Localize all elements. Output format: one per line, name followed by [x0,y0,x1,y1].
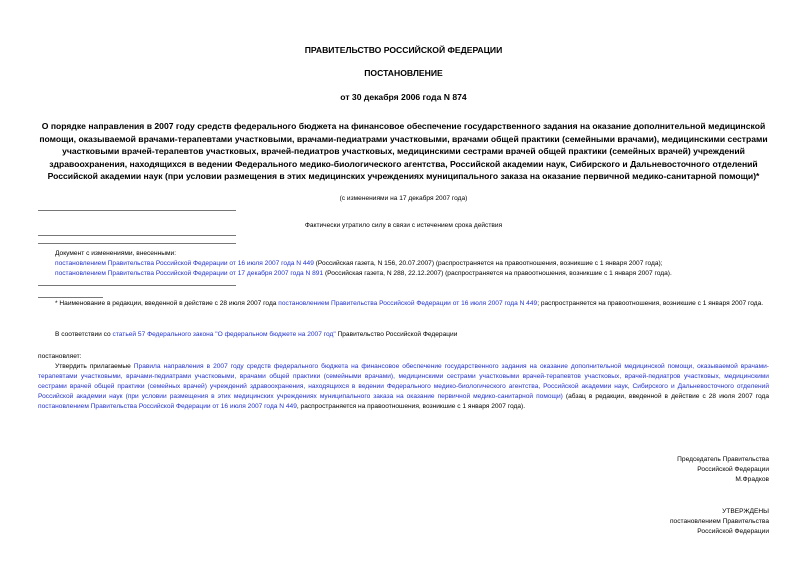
changes-heading: Документ с изменениями, внесенными: [55,250,177,257]
approved-by: постановлением Правительства [669,518,769,525]
divider [38,243,236,244]
amendment-link[interactable]: постановлением Правительства Российской Федерации от 16 июля 2007 года N 449 [38,403,297,410]
org-name: ПРАВИТЕЛЬСТВО РОССИЙСКОЙ ФЕДЕРАЦИИ [304,45,503,55]
divider [38,210,236,211]
approved-heading: УТВЕРЖДЕНЫ [722,508,769,515]
amendment-note: (с изменениями на 17 декабря 2007 года) [339,195,468,202]
change-item [55,259,785,269]
rules-link[interactable]: Правила направления в 2007 году средств федерального бюджета на финансовое обеспечение государственного задания на оказание дополнительной медицинской помощи, оказываемой врачами-терапевтами участковыми, врачами-педиатрами участковыми, врачами общей практики (семейными врачами), медицинскими сестрами участковыми врачей-терапевтов участковых, врачей-педиатров участковых, медицинскими сестрами врачей общей практики (семейных врачей) учреждений здравоохранения, находящихся в ведении Федерального медико-биологического агентства, Российской академии наук, Сибирского и Дальневосточного отделений Российской академии наук (при условии размещения в этих медицинских учреждениях муниципального заказа на оказание первичной медико-санитарной помощи) [38,363,769,400]
signature-name: М.Фрадков [735,476,769,483]
preamble: В соответствии со статьей 57 Федерального закона "О федеральном бюджете на 2007 год" Правительство Российской Федерации [55,331,458,338]
footnote-divider [38,297,103,298]
doc-date: от 30 декабря 2006 года N 874 [340,92,467,102]
changes-block [55,249,785,279]
change-details: (Российская газета, N 288, 22.12.2007) (распространяется на правоотношения, возникшие с 1 января 2007 года). [323,270,672,277]
approved-country: Российской Федерации [697,528,769,535]
signature-position: Председатель Правительства [677,456,769,463]
footnote: * Наименование в редакции, введенной в действие с 28 июля 2007 года постановлением Правительства Российской Федерации от 16 июля 2007 года N 449; распространяется на правоотношения, возникшие с 1 января 2007 года. [55,300,764,307]
signature-block [469,455,769,485]
footnote-link[interactable]: постановлением Правительства Российской Федерации от 16 июля 2007 года N 449 [278,300,538,307]
law-link[interactable]: статьей 57 Федерального закона "О федеральном бюджете на 2007 год" [112,331,336,338]
change-item [55,269,785,279]
approved-block [469,507,769,537]
change-details: (Российская газета, N 156, 20.07.2007) (распространяется на правоотношения, возникшие с 1 января 2007 года); [313,260,663,267]
status-note: Фактически утратило силу в связи с истечением срока действия [304,222,503,229]
decides-word: постановляет: [38,353,82,360]
divider [38,235,236,236]
doc-title: О порядке направления в 2007 году средств федерального бюджета на финансовое обеспечение государственного задания на оказание дополнительной медицинской помощи, оказываемой врачами-терапевтами участковыми, врачами-педиатрами участковыми, врачами общей практики (семейными врачами), медицинскими сестрами участковыми врачей-терапевтов участковых, врачей-педиатров участковых, медицинскими сестрами врачей общей практики (семейных врачей) учреждений здравоохранения, находящихся в ведении Федерального медико-биологического агентства, Российской академии наук, Сибирского и Дальневосточного отделений Российской академии наук (при условии размещения в этих медицинских учреждениях муниципального заказа на оказание первичной медико-санитарной помощи)* [39,121,768,182]
approve-paragraph: Утвердить прилагаемые Правила направления в 2007 году средств федерального бюджета на финансовое обеспечение государственного задания на оказание дополнительной медицинской помощи, оказываемой врачами-терапевтами участковыми, врачами-педиатрами участковыми, врачами общей практики (семейными врачами), медицинскими сестрами участковыми врачей-терапевтов участковых, врачей-педиатров участковых, медицинскими сестрами врачей общей практики (семейных врачей) учреждений здравоохранения, находящихся в ведении Федерального медико-биологического агентства, Российской академии наук, Сибирского и Дальневосточного отделений Российской академии наук (при условии размещения в этих медицинских учреждениях муниципального заказа на оказание первичной медико-санитарной помощи) (абзац в редакции, введенной в действие с 28 июля 2007 года постановлением Правительства Российской Федерации от 16 июля 2007 года N 449, распространяется на правоотношения, возникшие с 1 января 2007 года). [38,363,769,410]
doc-type: ПОСТАНОВЛЕНИЕ [364,68,443,78]
signature-country: Российской Федерации [697,466,769,473]
change-link[interactable]: постановлением Правительства Российской Федерации от 16 июля 2007 года N 449 [55,260,314,267]
divider [38,285,236,286]
change-link[interactable]: постановлением Правительства Российской Федерации от 17 декабря 2007 года N 891 [55,270,324,277]
